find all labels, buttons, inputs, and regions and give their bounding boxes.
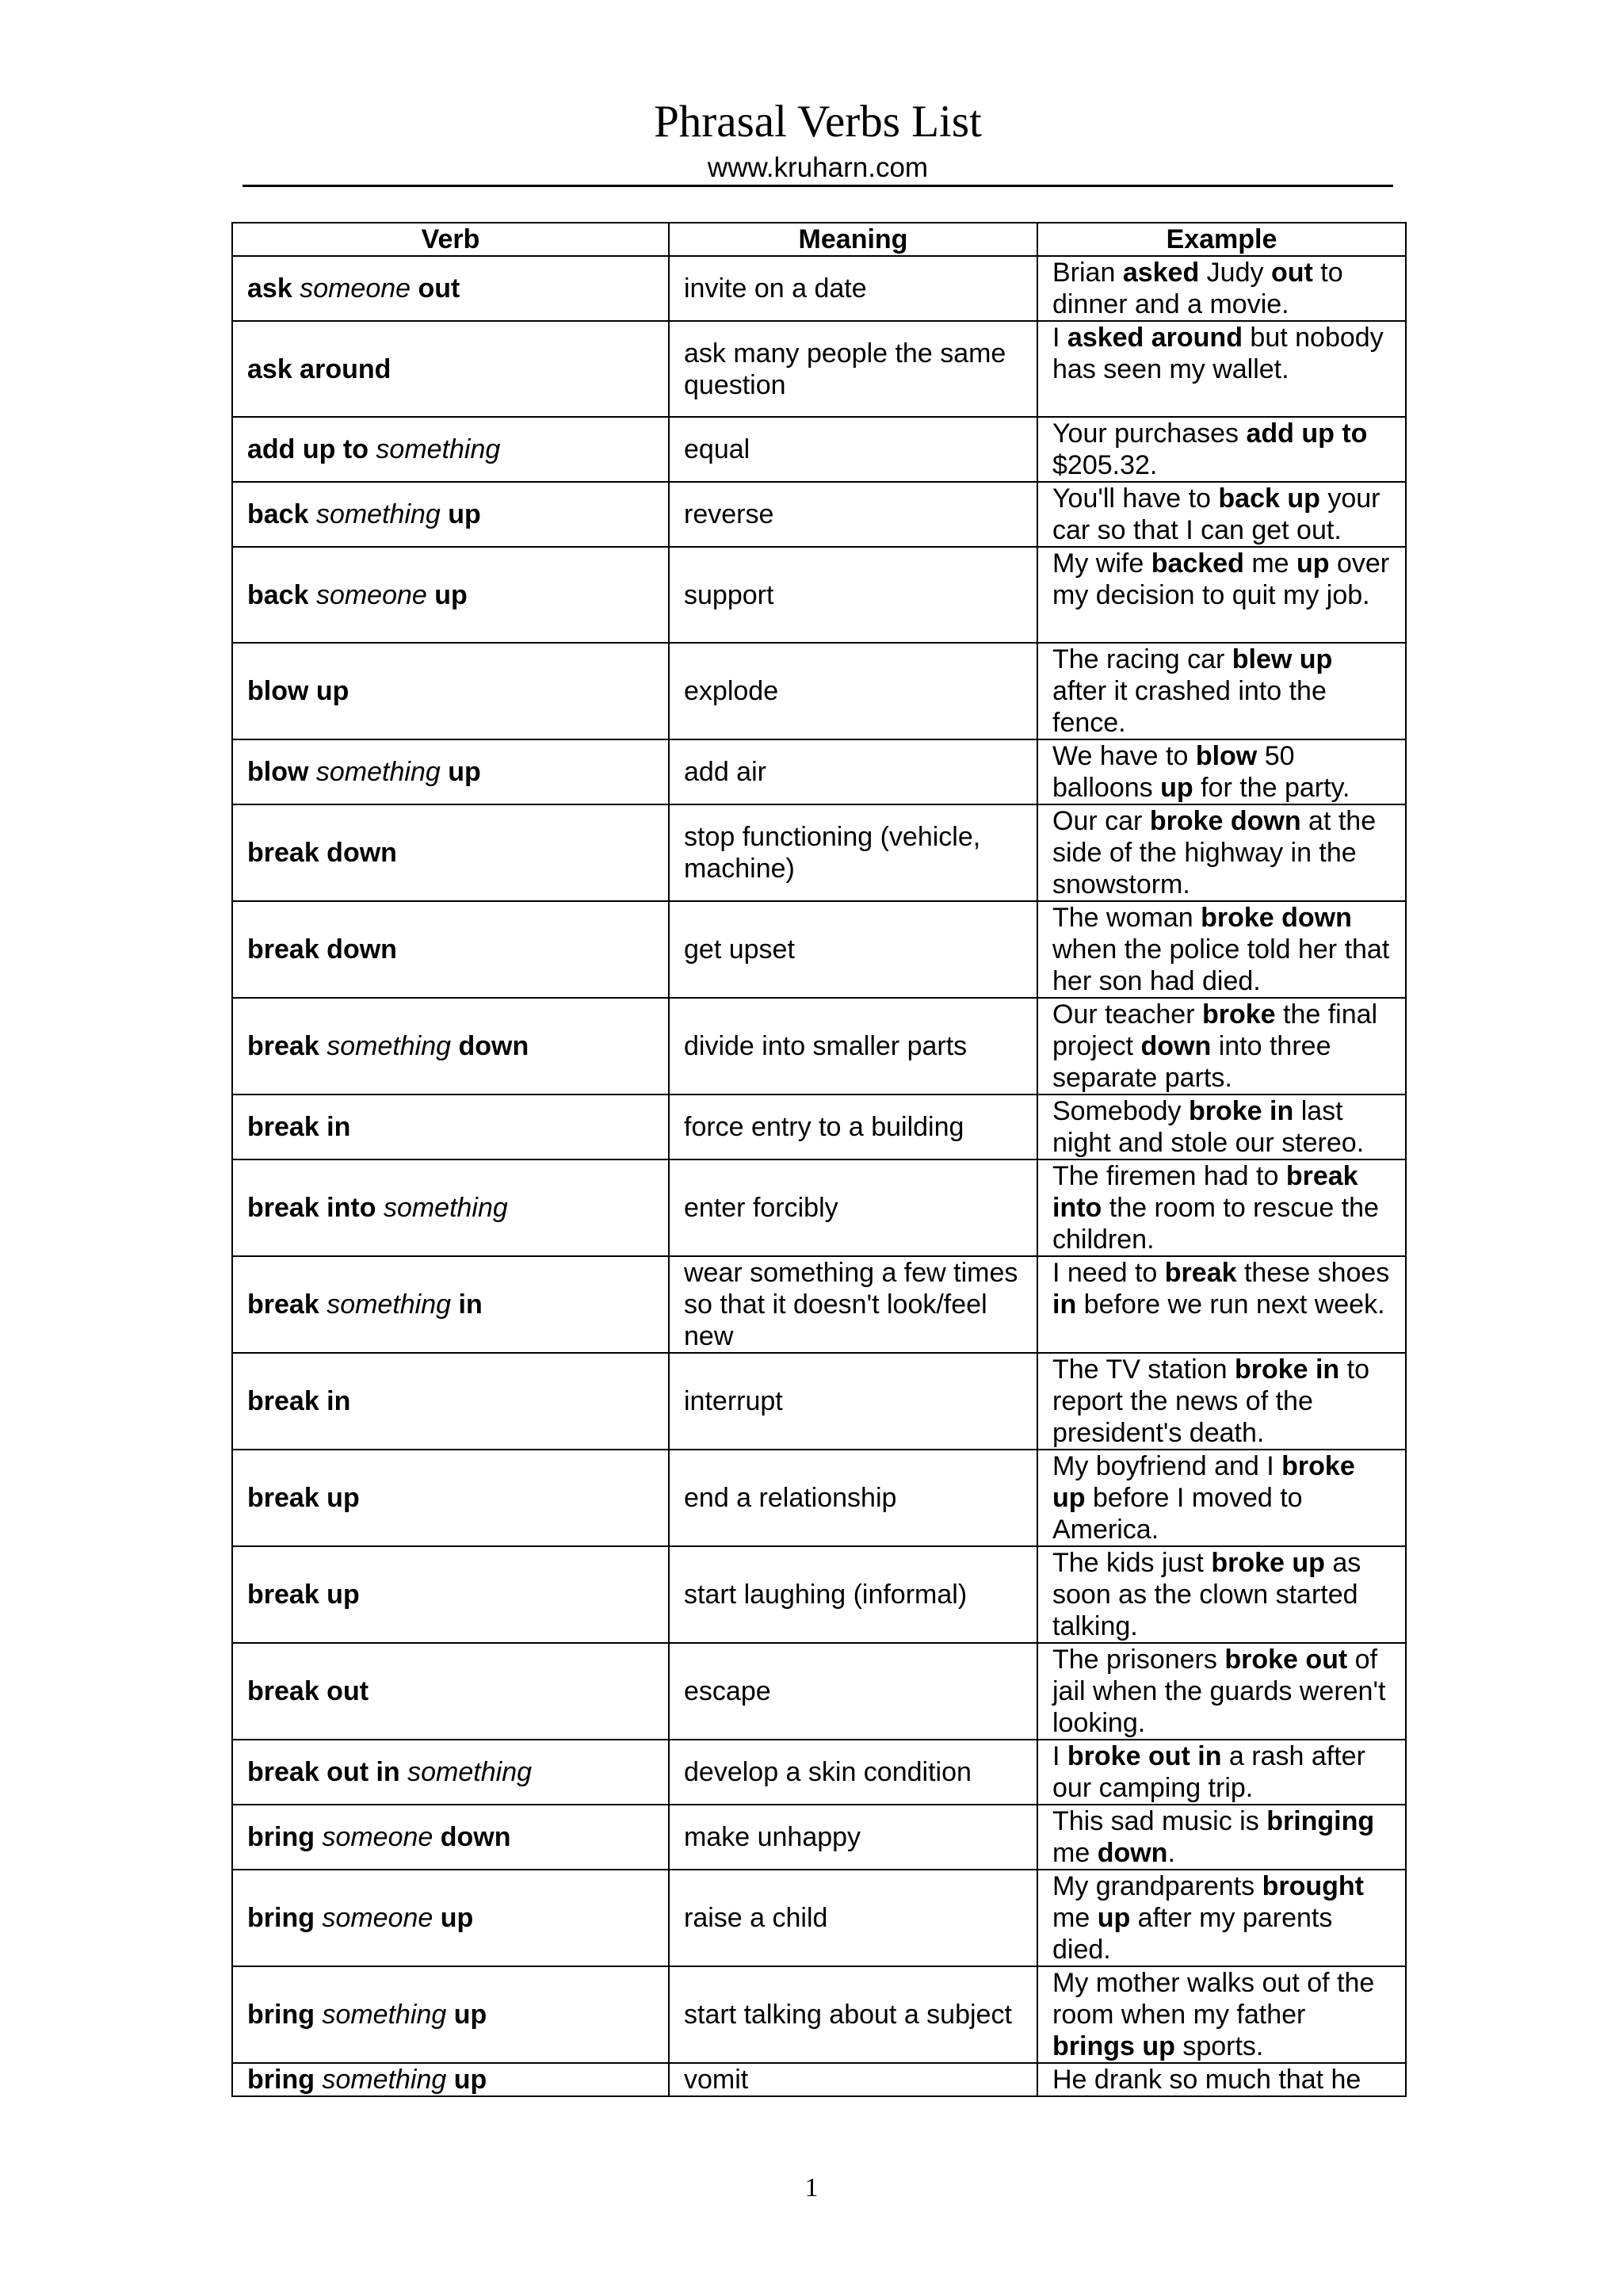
- table-row: [232, 998, 1406, 1095]
- bold-text: bring: [247, 2000, 323, 2030]
- text: for the party.: [1193, 773, 1350, 803]
- column-header-meaning: Meaning: [669, 223, 1037, 256]
- table-row: [232, 1966, 1406, 2063]
- bold-text: broke out: [1224, 1645, 1348, 1675]
- cell-example: [1037, 321, 1406, 417]
- cell-verb: [232, 1256, 669, 1353]
- table-row: [232, 1256, 1406, 1353]
- cell-verb: [232, 1159, 669, 1256]
- text: The firemen had to: [1052, 1161, 1286, 1191]
- text: last night and stole our stereo.: [1052, 1096, 1365, 1158]
- text: me: [1052, 1903, 1098, 1933]
- text: The TV station: [1052, 1354, 1235, 1385]
- italic-text: something: [376, 434, 501, 464]
- table-body: [232, 256, 1406, 2096]
- bold-text: down: [451, 1031, 529, 1061]
- bold-text: down: [1097, 1838, 1168, 1868]
- cell-verb: [232, 321, 669, 417]
- cell-example: [1037, 482, 1406, 547]
- cell-meaning: ask many people the same question: [669, 321, 1037, 417]
- text: a rash after our camping trip.: [1052, 1741, 1365, 1803]
- italic-text: someone: [300, 273, 411, 304]
- bold-text: break down: [247, 838, 397, 868]
- cell-example: [1037, 1450, 1406, 1546]
- bold-text: back up: [1218, 483, 1320, 514]
- bold-text: out: [1270, 258, 1313, 288]
- italic-text: someone: [322, 1822, 433, 1852]
- cell-meaning: make unhappy: [669, 1805, 1037, 1870]
- table-row: [232, 547, 1406, 643]
- bold-text: bringing: [1266, 1806, 1375, 1836]
- text: I need to: [1052, 1258, 1165, 1288]
- text: $205.32.: [1052, 450, 1158, 480]
- italic-text: something: [322, 2000, 447, 2030]
- text: after it crashed into the fence.: [1052, 676, 1327, 738]
- bold-text: add up to: [1246, 418, 1368, 449]
- page-number: 1: [804, 2173, 819, 2202]
- cell-meaning: support: [669, 547, 1037, 643]
- text: Brian: [1052, 258, 1123, 288]
- text: Your purchases: [1052, 418, 1247, 449]
- cell-example: [1037, 1805, 1406, 1870]
- table-row: [232, 1805, 1406, 1870]
- cell-verb: [232, 1546, 669, 1643]
- table-row: [232, 1546, 1406, 1643]
- bold-text: down: [433, 1822, 511, 1852]
- cell-meaning: get upset: [669, 901, 1037, 998]
- text: 50 balloons: [1052, 741, 1295, 803]
- bold-text: add up to: [247, 434, 376, 464]
- cell-verb: [232, 643, 669, 739]
- italic-text: someone: [322, 1903, 433, 1933]
- cell-example: [1037, 417, 1406, 482]
- bold-text: break up: [247, 1580, 360, 1610]
- bold-text: blow: [1195, 741, 1258, 771]
- cell-example: [1037, 1740, 1406, 1805]
- text: We have to: [1052, 741, 1196, 771]
- cell-verb: [232, 256, 669, 321]
- text: Somebody: [1052, 1096, 1189, 1126]
- text: before I moved to America.: [1052, 1483, 1303, 1545]
- bold-text: up: [446, 2065, 487, 2095]
- table-row: [232, 643, 1406, 739]
- cell-verb: [232, 1805, 669, 1870]
- cell-example: [1037, 256, 1406, 321]
- cell-verb: [232, 1643, 669, 1740]
- text: me: [1052, 1838, 1098, 1868]
- cell-example: [1037, 547, 1406, 643]
- cell-example: [1037, 901, 1406, 998]
- bold-text: broke in: [1234, 1354, 1340, 1385]
- text: The kids just: [1052, 1548, 1212, 1578]
- cell-example: [1037, 1353, 1406, 1450]
- bold-text: out: [411, 273, 460, 304]
- table-row: [232, 417, 1406, 482]
- cell-verb: [232, 1870, 669, 1966]
- text: .: [1167, 1838, 1175, 1868]
- column-header-verb: Verb: [232, 223, 669, 256]
- table-row: [232, 1159, 1406, 1256]
- text: your car so that I can get out.: [1052, 483, 1381, 545]
- text: before we run next week.: [1076, 1289, 1385, 1320]
- table-row: [232, 1643, 1406, 1740]
- bold-text: in: [451, 1289, 483, 1320]
- text: to report the news of the president's death.: [1052, 1354, 1369, 1448]
- bold-text: asked around: [1067, 323, 1243, 353]
- bold-text: up: [1160, 773, 1193, 803]
- text: My boyfriend and I: [1052, 1451, 1282, 1481]
- cell-meaning: escape: [669, 1643, 1037, 1740]
- cell-example: [1037, 1870, 1406, 1966]
- text: but nobody has seen my wallet.: [1052, 323, 1384, 384]
- cell-example: [1037, 804, 1406, 901]
- bold-text: break into: [1052, 1161, 1358, 1223]
- cell-verb: [232, 901, 669, 998]
- table-header-row: [232, 223, 1406, 256]
- italic-text: something: [407, 1757, 533, 1787]
- text: to dinner and a movie.: [1052, 258, 1343, 319]
- cell-verb: [232, 547, 669, 643]
- bold-text: up: [426, 579, 468, 610]
- cell-verb: [232, 739, 669, 804]
- text: Judy: [1199, 258, 1271, 288]
- bold-text: broke up: [1211, 1548, 1325, 1578]
- cell-meaning: reverse: [669, 482, 1037, 547]
- cell-verb: [232, 1740, 669, 1805]
- table-row: [232, 901, 1406, 998]
- table-row: [232, 2063, 1406, 2096]
- table-row: [232, 804, 1406, 901]
- text: My grandparents: [1052, 1871, 1262, 1901]
- cell-example: [1037, 1159, 1406, 1256]
- table-row: [232, 1353, 1406, 1450]
- cell-example: [1037, 1546, 1406, 1643]
- bold-text: break: [247, 1031, 327, 1061]
- document-header: [242, 92, 1393, 187]
- bold-text: up: [440, 499, 481, 529]
- cell-verb: [232, 998, 669, 1095]
- cell-meaning: vomit: [669, 2063, 1037, 2096]
- text: He drank so much that he: [1052, 2065, 1361, 2095]
- cell-example: [1037, 1643, 1406, 1740]
- bold-text: ask: [247, 273, 300, 304]
- bold-text: break: [1164, 1258, 1237, 1288]
- text: into three separate parts.: [1052, 1031, 1331, 1093]
- cell-meaning: invite on a date: [669, 256, 1037, 321]
- bold-text: broke up: [1052, 1451, 1355, 1513]
- bold-text: back: [247, 579, 316, 610]
- bold-text: break: [247, 1289, 327, 1320]
- italic-text: something: [327, 1289, 452, 1320]
- bold-text: up: [433, 1903, 474, 1933]
- bold-text: down: [1140, 1031, 1212, 1061]
- bold-text: up: [446, 2000, 487, 2030]
- text: The woman: [1052, 903, 1201, 933]
- bold-text: bring: [247, 1903, 323, 1933]
- bold-text: broke in: [1189, 1096, 1294, 1126]
- italic-text: something: [327, 1031, 452, 1061]
- text: My mother walks out of the room when my father: [1052, 1968, 1375, 2030]
- italic-text: something: [383, 1193, 508, 1223]
- table-row: [232, 256, 1406, 321]
- italic-text: someone: [315, 579, 427, 610]
- text: The racing car: [1052, 644, 1232, 674]
- text: as soon as the clown started talking.: [1052, 1548, 1361, 1641]
- bold-text: bring: [247, 1822, 323, 1852]
- cell-meaning: explode: [669, 643, 1037, 739]
- document-title: Phrasal Verbs List: [654, 97, 982, 147]
- bold-text: in: [1052, 1289, 1077, 1320]
- bold-text: backed: [1151, 548, 1244, 579]
- bold-text: up: [1097, 1903, 1131, 1933]
- cell-meaning: force entry to a building: [669, 1095, 1037, 1159]
- phrasal-verbs-table: [231, 222, 1407, 2097]
- cell-verb: [232, 1095, 669, 1159]
- italic-text: something: [315, 757, 441, 787]
- document-url: www.kruharn.com: [707, 152, 929, 183]
- cell-meaning: interrupt: [669, 1353, 1037, 1450]
- cell-meaning: enter forcibly: [669, 1159, 1037, 1256]
- bold-text: broke down: [1201, 903, 1352, 933]
- cell-meaning: end a relationship: [669, 1450, 1037, 1546]
- bold-text: up: [1296, 548, 1330, 579]
- table-header: [232, 223, 1406, 256]
- text: the room to rescue the children.: [1052, 1193, 1379, 1255]
- column-header-example: Example: [1037, 223, 1406, 256]
- cell-meaning: raise a child: [669, 1870, 1037, 1966]
- table-row: [232, 1740, 1406, 1805]
- text: Our teacher: [1052, 999, 1202, 1030]
- bold-text: broke out in: [1067, 1741, 1222, 1771]
- text: My wife: [1052, 548, 1151, 579]
- cell-example: [1037, 643, 1406, 739]
- bold-text: ask around: [247, 353, 391, 384]
- text: after my parents died.: [1052, 1903, 1333, 1965]
- cell-meaning: stop functioning (vehicle, machine): [669, 804, 1037, 901]
- cell-meaning: divide into smaller parts: [669, 998, 1037, 1095]
- cell-verb: [232, 1353, 669, 1450]
- cell-meaning: start talking about a subject: [669, 1966, 1037, 2063]
- bold-text: brought: [1262, 1871, 1364, 1901]
- text: sports.: [1174, 2031, 1264, 2061]
- header-rule: [242, 185, 1393, 187]
- table-row: [232, 1450, 1406, 1546]
- bold-text: brings up: [1052, 2031, 1175, 2061]
- text: The prisoners: [1052, 1645, 1225, 1675]
- text: of jail when the guards weren't looking.: [1052, 1645, 1386, 1738]
- table-row: [232, 739, 1406, 804]
- text: This sad music is: [1052, 1806, 1267, 1836]
- bold-text: up: [440, 757, 481, 787]
- cell-meaning: add air: [669, 739, 1037, 804]
- cell-verb: [232, 2063, 669, 2096]
- bold-text: bring: [247, 2065, 323, 2095]
- text: the final project: [1052, 999, 1378, 1061]
- cell-example: [1037, 998, 1406, 1095]
- bold-text: break in: [247, 1386, 351, 1416]
- cell-example: [1037, 1966, 1406, 2063]
- table-row: [232, 1870, 1406, 1966]
- text: me: [1243, 548, 1296, 579]
- cell-verb: [232, 804, 669, 901]
- cell-example: [1037, 1256, 1406, 1353]
- cell-meaning: start laughing (informal): [669, 1546, 1037, 1643]
- bold-text: blow up: [247, 676, 349, 706]
- cell-example: [1037, 2063, 1406, 2096]
- table-row: [232, 482, 1406, 547]
- text: I: [1052, 323, 1067, 353]
- table-row: [232, 1095, 1406, 1159]
- bold-text: break out in: [247, 1757, 408, 1787]
- text: at the side of the highway in the snowstorm.: [1052, 806, 1377, 900]
- bold-text: break out: [247, 1676, 369, 1706]
- bold-text: back: [247, 499, 316, 529]
- text: I: [1052, 1741, 1067, 1771]
- text: You'll have to: [1052, 483, 1219, 514]
- cell-verb: [232, 1450, 669, 1546]
- bold-text: broke down: [1149, 806, 1301, 836]
- bold-text: break down: [247, 934, 397, 965]
- cell-meaning: wear something a few times so that it doesn't look/feel new: [669, 1256, 1037, 1353]
- cell-example: [1037, 739, 1406, 804]
- bold-text: blow: [247, 757, 316, 787]
- bold-text: blew up: [1232, 644, 1333, 674]
- text: Our car: [1052, 806, 1150, 836]
- bold-text: break into: [247, 1193, 384, 1223]
- bold-text: asked: [1122, 258, 1200, 288]
- cell-verb: [232, 417, 669, 482]
- cell-example: [1037, 1095, 1406, 1159]
- cell-verb: [232, 482, 669, 547]
- italic-text: something: [315, 499, 441, 529]
- table-row: [232, 321, 1406, 417]
- cell-meaning: equal: [669, 417, 1037, 482]
- text: over my decision to quit my job.: [1052, 548, 1390, 610]
- bold-text: break in: [247, 1112, 351, 1142]
- italic-text: something: [322, 2065, 447, 2095]
- cell-verb: [232, 1966, 669, 2063]
- bold-text: broke: [1201, 999, 1276, 1030]
- bold-text: break up: [247, 1483, 360, 1513]
- cell-meaning: develop a skin condition: [669, 1740, 1037, 1805]
- text: when the police told her that her son had died.: [1052, 934, 1390, 996]
- text: these shoes: [1236, 1258, 1390, 1288]
